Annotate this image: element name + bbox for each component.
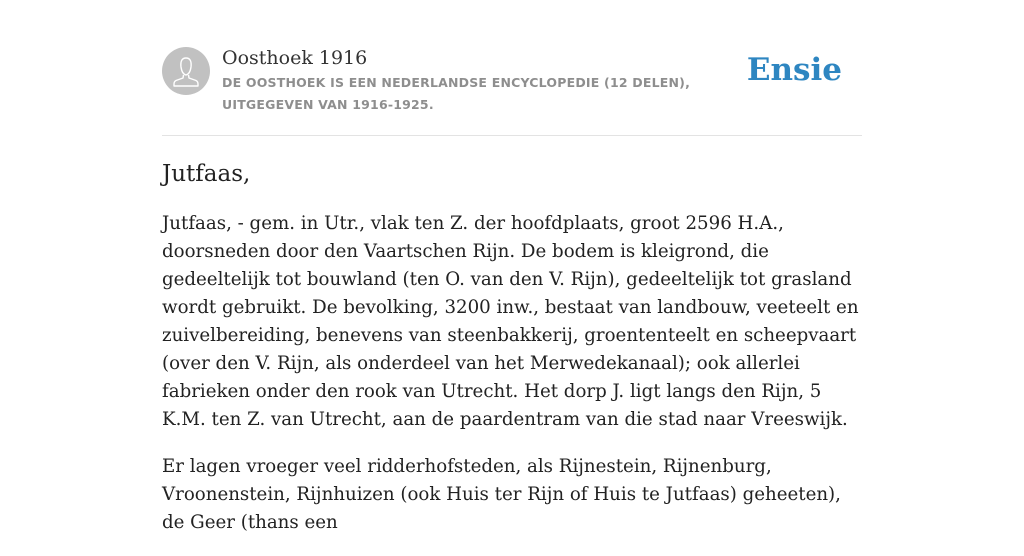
article-body xyxy=(162,156,862,556)
source-title[interactable]: Oosthoek 1916 xyxy=(222,47,368,69)
header-divider xyxy=(162,135,862,136)
article-paragraph: Jutfaas, - gem. in Utr., vlak ten Z. der hoofdplaats, groot 2596 H.A., doorsneden door den Vaartschen Rijn. De bodem is kleigrond, die gedeeltelijk tot bouwland (ten O. van den V. Rijn), gedeeltelijk tot grasland wordt gebruikt. De bevolking, 3200 inw., bestaat van landbouw, veeteelt en zuivelbereiding, benevens van steenbakkerij, groententeelt en scheepvaart (over den V. Rijn, als onderdeel van het Merwedekanaal); ook allerlei fabrieken onder den rook van Utrecht. Het dorp J. ligt langs den Rijn, 5 K.M. ten Z. van Utrecht, aan de paardentram van die stad naar Vreeswijk. xyxy=(162,213,859,430)
article-headword: Jutfaas, xyxy=(162,161,251,187)
source-header xyxy=(162,46,862,136)
source-avatar[interactable] xyxy=(162,47,210,95)
source-description: DE OOSTHOEK IS EEN NEDERLANDSE ENCYCLOPEDIE (12 DELEN), UITGEGEVEN VAN 1916-1925. xyxy=(222,75,691,112)
user-silhouette-icon xyxy=(162,47,210,95)
ensie-logo[interactable]: Ensie xyxy=(746,52,842,88)
article-paragraph: Er lagen vroeger veel ridderhofsteden, als Rijnestein, Rijnenburg, Vroonenstein, Rijnhuizen (ook Huis ter Rijn of Huis te Jutfaas) geheeten), de Geer (thans een xyxy=(162,456,841,533)
